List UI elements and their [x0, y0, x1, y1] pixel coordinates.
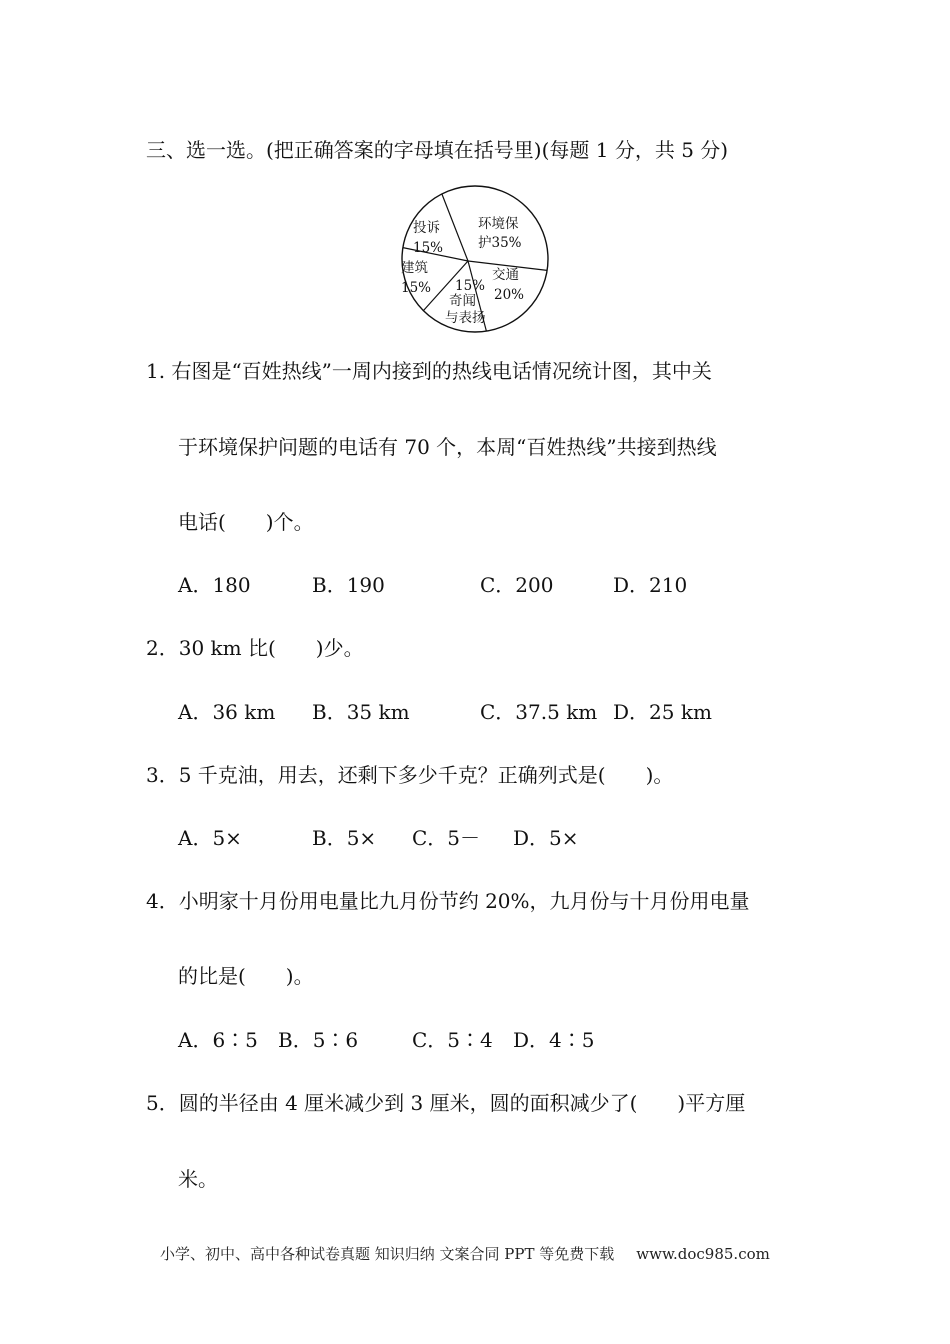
pie-labels — [401, 216, 524, 326]
section-title: 三、选一选。(把正确答案的字母填在括号里)(每题 1 分，共 5 分) — [146, 138, 729, 162]
pie-label-3-line-3: 与表扬 — [445, 310, 486, 326]
question-3-option-d[interactable]: D．5× — [513, 826, 579, 850]
question-2-option-a[interactable]: A．36 km — [178, 700, 276, 724]
question-4-line-1: 4．小明家十月份用电量比九月份节约 20%，九月份与十月份用电量 — [146, 889, 750, 913]
pie-label-5-line-1: 投诉 — [413, 220, 440, 236]
pie-chart — [396, 184, 556, 334]
pie-label-5-line-2: 15% — [413, 240, 444, 256]
question-4-option-a[interactable]: A．6∶5 — [178, 1028, 258, 1052]
question-2-option-c[interactable]: C．37.5 km — [480, 700, 598, 724]
footer — [160, 1244, 770, 1264]
pie-label-1-line-1: 环境保 — [478, 216, 519, 232]
pie-label-4-line-1: 建筑 — [401, 260, 428, 276]
footer-link[interactable]: www.doc985.com — [636, 1245, 770, 1263]
question-3-option-c[interactable]: C．5－ — [412, 826, 481, 850]
question-1-option-b[interactable]: B．190 — [312, 573, 385, 597]
footer-text: 小学、初中、高中各种试卷真题 知识归纳 文案合同 PPT 等免费下载 — [160, 1245, 615, 1263]
pie-label-3-line-1: 15% — [455, 278, 486, 294]
question-4-option-d[interactable]: D．4∶5 — [513, 1028, 595, 1052]
question-3-line-1: 3．5 千克油，用去，还剩下多少千克？正确列式是( )。 — [146, 763, 674, 787]
question-1-line-1: 1. 右图是“百姓热线”一周内接到的热线电话情况统计图，其中关 — [146, 359, 712, 383]
question-2-line-1: 2．30 km 比( )少。 — [146, 636, 364, 660]
question-3-option-b[interactable]: B．5× — [312, 826, 377, 850]
question-2-option-d[interactable]: D．25 km — [613, 700, 712, 724]
pie-label-4-line-2: 15% — [401, 280, 432, 296]
question-1-option-a[interactable]: A．180 — [178, 573, 251, 597]
question-5-line-2: 米。 — [178, 1167, 218, 1191]
pie-label-3-line-2: 奇闻 — [449, 293, 476, 309]
question-4-option-c[interactable]: C．5∶4 — [412, 1028, 493, 1052]
pie-label-2-line-1: 交通 — [492, 267, 519, 283]
question-1-line-3: 电话( )个。 — [178, 510, 314, 534]
pie-slice-boundary-1 — [442, 194, 468, 261]
question-5-line-1: 5．圆的半径由 4 厘米减少到 3 厘米，圆的面积减少了( )平方厘 — [146, 1091, 746, 1115]
question-2-option-b[interactable]: B．35 km — [312, 700, 410, 724]
question-3-option-a[interactable]: A．5× — [178, 826, 242, 850]
question-4-option-b[interactable]: B．5∶6 — [278, 1028, 359, 1052]
question-1-option-d[interactable]: D．210 — [613, 573, 688, 597]
pie-label-2-line-2: 20% — [494, 287, 525, 303]
question-1-line-2: 于环境保护问题的电话有 70 个，本周“百姓热线”共接到热线 — [178, 435, 717, 459]
pie-label-1-line-2: 护35% — [478, 235, 522, 251]
question-4-line-2: 的比是( )。 — [178, 964, 314, 988]
question-1-option-c[interactable]: C．200 — [480, 573, 554, 597]
